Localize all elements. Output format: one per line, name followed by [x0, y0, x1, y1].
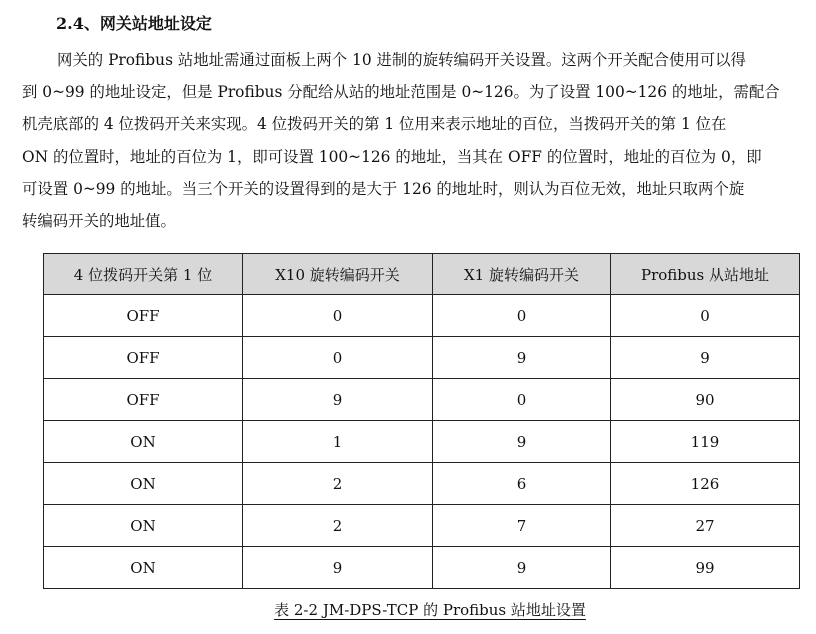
table-row — [44, 379, 800, 421]
paragraph-line: 机壳底部的 4 位拨码开关来实现。4 位拨码开关的第 1 位用来表示地址的百位，当拨码开关的第 1 位在 — [22, 115, 727, 134]
cell-dip: ON — [44, 505, 243, 547]
table-row — [44, 463, 800, 505]
cell-x1: 0 — [433, 295, 611, 337]
cell-x10: 9 — [243, 379, 433, 421]
cell-address: 90 — [611, 379, 800, 421]
table-row — [44, 337, 800, 379]
table-row — [44, 505, 800, 547]
cell-x10: 0 — [243, 337, 433, 379]
cell-x1: 9 — [433, 421, 611, 463]
paragraph-line: 到 0~99 的地址设定，但是 Profibus 分配给从站的地址范围是 0~126。为了设置 100~126 的地址，需配合 — [22, 83, 780, 102]
cell-address: 27 — [611, 505, 800, 547]
paragraph-line: ON 的位置时，地址的百位为 1，即可设置 100~126 的地址，当其在 OFF 的位置时，地址的百位为 0，即 — [22, 147, 762, 166]
table-row — [44, 295, 800, 337]
cell-x1: 9 — [433, 337, 611, 379]
table-caption — [0, 598, 816, 622]
header-dip-switch-bit1: 4 位拨码开关第 1 位 — [44, 254, 243, 295]
header-profibus-address: Profibus 从站地址 — [611, 254, 800, 295]
paragraph-line: 可设置 0~99 的地址。当三个开关的设置得到的是大于 126 的地址时，则认为百位无效，地址只取两个旋 — [22, 179, 745, 198]
address-table — [43, 253, 800, 589]
cell-x10: 9 — [243, 547, 433, 589]
header-x1-encoder: X1 旋转编码开关 — [433, 254, 611, 295]
cell-x10: 1 — [243, 421, 433, 463]
cell-dip: ON — [44, 547, 243, 589]
table-header-row — [44, 254, 800, 295]
cell-address: 99 — [611, 547, 800, 589]
cell-address: 0 — [611, 295, 800, 337]
cell-x10: 0 — [243, 295, 433, 337]
cell-address: 119 — [611, 421, 800, 463]
cell-x1: 0 — [433, 379, 611, 421]
table-row — [44, 421, 800, 463]
cell-dip: OFF — [44, 379, 243, 421]
table-row — [44, 547, 800, 589]
cell-dip: OFF — [44, 295, 243, 337]
cell-dip: OFF — [44, 337, 243, 379]
cell-address: 126 — [611, 463, 800, 505]
cell-x1: 6 — [433, 463, 611, 505]
paragraph-line: 转编码开关的地址值。 — [22, 211, 176, 230]
paragraph-line: 网关的 Profibus 站地址需通过面板上两个 10 进制的旋转编码开关设置。这两个开关配合使用可以得 — [57, 51, 746, 69]
table-caption-text: 表 2-2 JM-DPS-TCP 的 Profibus 站地址设置 — [274, 601, 586, 619]
cell-dip: ON — [44, 421, 243, 463]
cell-address: 9 — [611, 337, 800, 379]
cell-x1: 9 — [433, 547, 611, 589]
cell-x1: 7 — [433, 505, 611, 547]
cell-x10: 2 — [243, 505, 433, 547]
section-heading: 2.4、网关站地址设定 — [56, 14, 212, 33]
header-x10-encoder: X10 旋转编码开关 — [243, 254, 433, 295]
cell-dip: ON — [44, 463, 243, 505]
body-paragraph — [22, 44, 816, 237]
cell-x10: 2 — [243, 463, 433, 505]
